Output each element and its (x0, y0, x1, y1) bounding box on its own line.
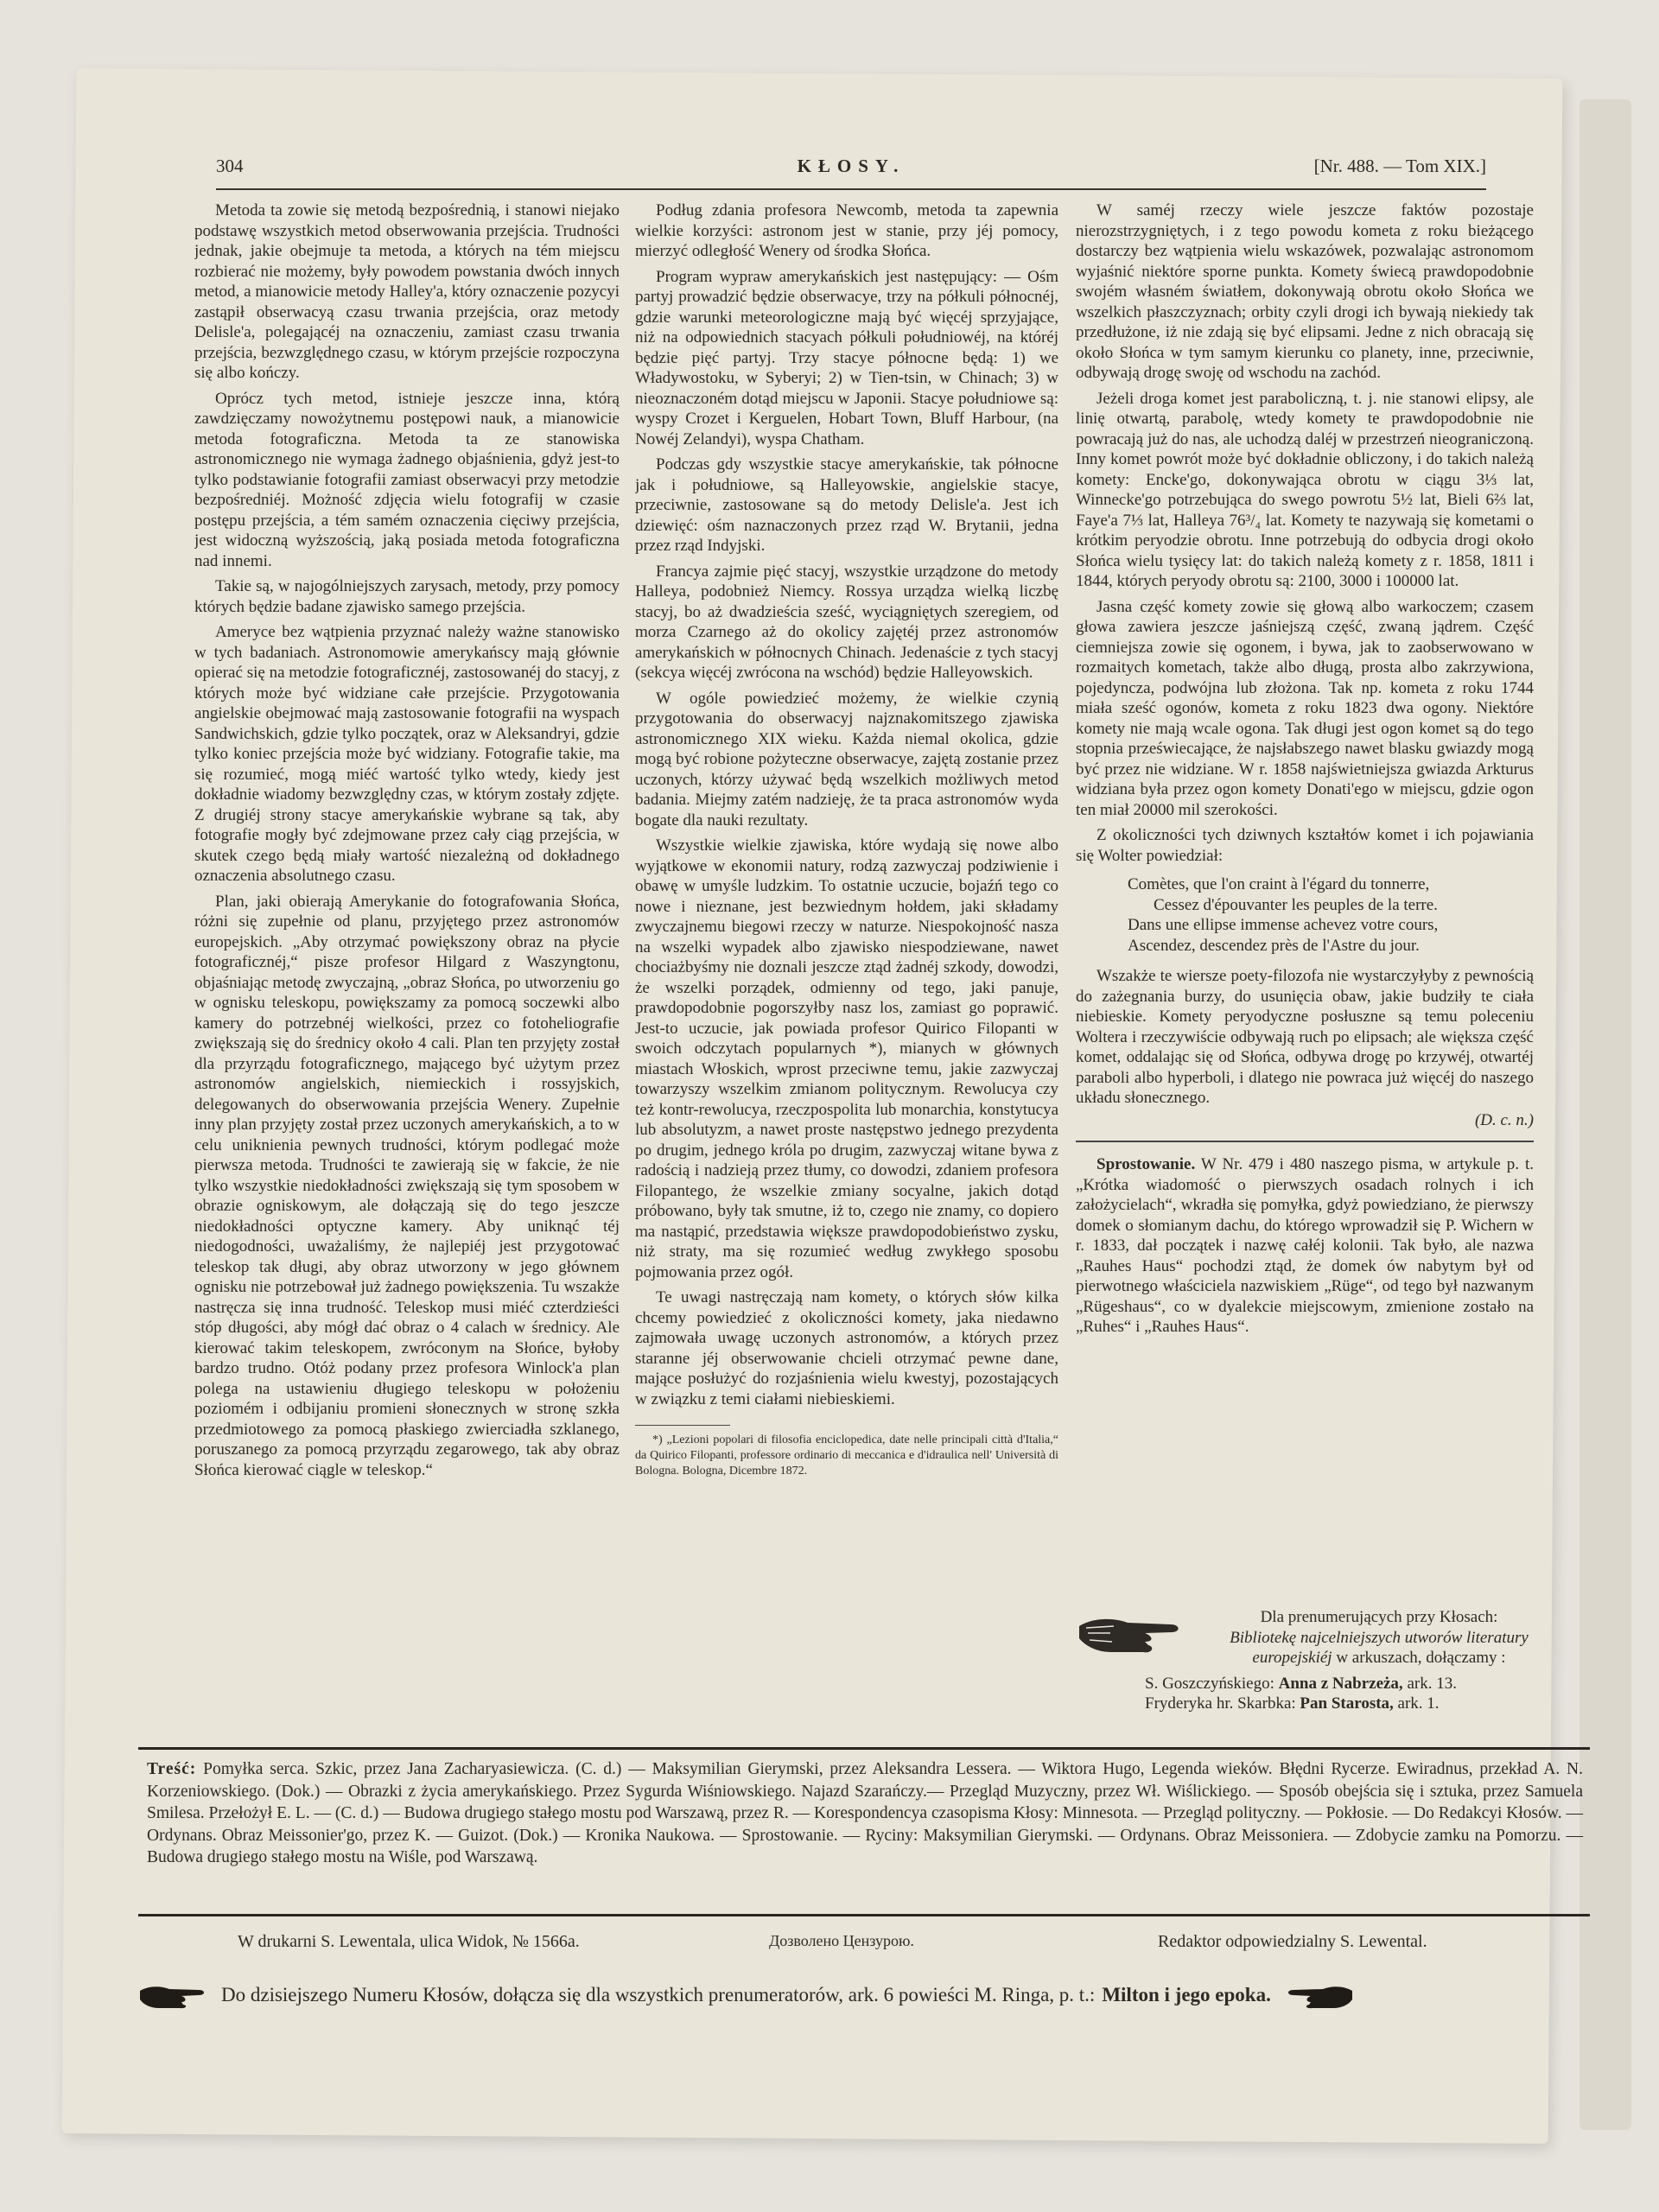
pointing-hand-icon (1076, 1607, 1205, 1657)
poem-line: Dans une ellipse immense achevez votre cours, (1128, 916, 1439, 934)
notice-text: Do dzisiejszego Numeru Kłosów, dołącza się dla wszystkich prenumeratorów, ark. 6 powieści M. Ringa, p. t.: (221, 1984, 1096, 2005)
correction-text: W Nr. 479 i 480 naszego pisma, w artykule p. t. „Krótka wiadomość o pierwszych osadach rolnych i ich założycielach“, wkradła się pomyłka, gdyż powiedziano, że pierwszy domek o słomianym dachu, do którego wprowadził się P. Wichern w r. 1833, dał początek i nazwę całéj kolonii. Tak było, ale nazwa „Rauhes Haus“ pochodzi ztąd, że domek ów nabytym był od pierwotnego właściciela nazwiskiem „Rüge“, od tego był nazwanym „Rügeshaus“, co w dyalekcie miejscowym, zmienione zostało na „Ruhes“ i „Rauhes Haus“. (1076, 1155, 1534, 1336)
notice-line: w arkuszach, dołączamy : (1336, 1649, 1506, 1667)
paragraph: Oprócz tych metod, istnieje jeszcze inna, którą zawdzięczamy nowożytnemu postępowi nauk, a mianowicie metoda fotograficzna. Metoda ta ze stanowiska astronomicznego nie wymaga żadnego objaśnienia, gdyż jest-to tylko podstawianie fotografii zamiast obserwacyi przy metodzie bezpośredniéj. Możność zdjęcia wielu fotografij w czasie postępu przejścia, a tém samém oznaczenia cięciwy przejścia, jest widoczną wyższością, jaką posiada metoda fotograficzna nad innemi. (194, 389, 620, 570)
contents-text: Pomyłka serca. Szkic, przez Jana Zacharyasiewicza. (C. d.) — Maksymilian Gierymski, przez Aleksandra Lessera. — Wiktora Hugo, Legenda wieków. Błędni Rycerze. Ewiradnus, przekład A. N. Korzeniowskiego. (Dok.) — Obrazki z życia amerykańskiego. Przez Sygurda Wiśniowskiego. Najazd Szarańczy.— Przegląd Muzyczny, przez Wł. Wiślickiego. — Sposób obejścia się i sztuka, przez Samuela Smilesa. Przełożył E. L. — (C. d.) — Budowa drugiego stałego mostu pod Warszawą, przez R. — Korespondencya czasopisma Kłosy: Minnesota. — Przegląd polityczny. — Pokłosie. — Do Redakcyi Kłosów. — Ordynans. Obraz Meissonier'go, przez K. — Guizot. (Dok.) — Kronika Naukowa. — Sprostowanie. — Ryciny: Maksymilian Gierymski. — Ordynans. Obraz Meissoniera. — Zdobycie zamku na Pomorzu. — Budowa drugiego stałego mostu na Wiśle, pod Warszawą. (147, 1760, 1583, 1866)
paragraph: Z okoliczności tych dziwnych kształtów komet i ich pojawiania się Wolter powiedział: (1076, 826, 1534, 865)
column-1 (194, 200, 620, 1730)
notice-text (1216, 1607, 1542, 1669)
correction (1076, 1154, 1534, 1338)
paragraph: Ameryce bez wątpienia przyznać należy ważne stanowisko w tych badaniach. Astronomowie amerykańscy mają głównie opierać się na metodzie fotograficznéj, zastosowanéj do stacyj, z których może być widziane całe przejście. Przygotowania angielskie obejmować mają zastosowanie fotografii na wyspach Sandwichskich, gdzie tylko początek, oraz w Aleksandryi, gdzie tylko koniec przejścia może być widziany. Fotografie takie, ma się rozumieć, mogą miéć wartość tylko wtedy, kiedy jest dokładnie wiadomy bezwzględny czas, w którym zostały zdjęte. Z drugiéj strony stacye amerykańskie wybrane są tak, aby fotografie mogły być zdejmowane przez cały ciąg przejścia, w skutek czego będą miały wartość niezależną od dokładnego oznaczenia absolutnego czasu. (194, 623, 620, 885)
paragraph: Podług zdania profesora Newcomb, metoda ta zapewnia wielkie korzyści: astronom jest w stanie, przy jéj pomocy, mierzyć odległość Wenery od środka Słońca. (635, 201, 1058, 260)
paragraph: Metoda ta zowie się metodą bezpośrednią, i stanowi niejako podstawę wszystkich metod obserwowania przejścia. Trudności jednak, jakie obejmuje ta metoda, a których na tém miejscu rozbierać nie możemy, były powodem powstania dwóch innych metod, a mianowicie metody Halley'a, który oznaczenie pozycyi zastąpił obserwacyą czasu trwania przejścia, oraz metody Delisle'a, polegającéj na oznaczeniu, zamiast czasu trwania przejścia, bezwzględnego czasu, w którym przejście rozpoczyna się albo kończy. (194, 201, 620, 382)
novel-title: Milton i jego epoka. (1102, 1984, 1271, 2005)
notice-line: Dla prenumerujących przy Kłosach: (1260, 1608, 1498, 1626)
censor-line: Дозволено Цензурою. (769, 1932, 914, 1949)
journal-title: KŁOSY. (797, 156, 906, 176)
list-item: Fryderyka hr. Skarbka: Pan Starosta, ark. 1. (1145, 1694, 1440, 1713)
paragraph: W ogóle powiedzieć możemy, że wielkie czynią przygotowania do obserwacyj najznakomitszego zjawiska astronomicznego XIX wieku. Każda niemal okolica, gdzie mogą być robione pożyteczne obserwacye, zajętą zostanie przez uczonych, którzy używać będą wszelkich możliwych metod badania. Miejmy zatém nadzieję, że ta praca astronomów wyda bogate dla nauki rezultaty. (635, 689, 1058, 830)
column-2 (635, 200, 1058, 1730)
paragraph: Jasna część komety zowie się głową albo warkoczem; czasem głowa zawiera jeszcze jaśniejszą część, zwaną jądrem. Część ciemniejsza zowie się ogonem, i bywa, jak to zaobserwowano w rozmaitych kometach, także albo długą, prosta albo zakrzywiona, pojedyncza, podwójna lub złożona. Tak np. kometa z roku 1744 miała sześć ogonów, kometa z roku 1823 dwa ogony. Niektóre komety nie mają wcale ogona. Tak długi jest ogon komet są do tego stopnia przeświecające, że najsłabszego nawet blasku gwiazdy mogą być przez nie widziane. W r. 1858 najświetniejsza gwiazda Arkturus widziana była przez ogon komety Donati'ego w miejscu, gdzie ogon ten miał 20000 mil szerokości. (1076, 597, 1534, 819)
paragraph: Podczas gdy wszystkie stacye amerykańskie, tak północne jak i południowe, są Halleyowskie, angielskie stacye, przeciwnie, zastosowane są do metody Delisle'a. Jest ich dziewięć: ośm naznaczonych przez rząd W. Brytanii, jedna przez rząd Indyjski. (635, 455, 1058, 555)
header-rule (216, 188, 1486, 190)
paragraph: Jeżeli droga komet jest paraboliczną, t. j. nie stanowi elipsy, ale linię otwartą, parabolę, wtedy komety te prawdopodobnie nie powracają już do nas, ale uchodzą daléj w przestrzeń nieograniczoną. Inny komet powrót może być dokładnie obliczony, i do takich należą komety: Encke'go, dokonywająca obrotu w ciągu 3⅓ lat, Winnecke'go potrzebująca do swego powrotu 5½ lat, Bieli 6⅔ lat, Faye'a 7⅓ lat, Halleya 76³/₄ lat. Komety te nazywają się kometami o krótkim peryodzie obrotu. Inne potrzebują do odbycia drogi około Słońca wielu tysięcy lat: do takich należą komety z r. 1858, 1811 i 1844, których peryody obrotu są: 2100, 3000 i 100000 lat. (1076, 389, 1534, 590)
pointing-hand-icon (138, 1980, 214, 2010)
paragraph: Program wypraw amerykańskich jest następujący: — Ośm partyj prowadzić będzie obserwacye, trzy na półkuli północnéj, gdzie warunki meteorologiczne mają być więcéj sprzyjające, niż na odpowiednich stacyach półkuli południowéj, na któréj będzie pięć partyj. Trzy stacye północne będą: 1) we Władywostoku, w Syberyi; 2) w Tien-tsin, w Chinach; 3) w nieoznaczoném dotąd miejscu w Japonii. Stacye południowe są: wyspy Crozet i Kerguelen, Hobart Town, Bluff Harbour, (na Nowéj Zelandyi), wyspa Chatham. (635, 267, 1058, 448)
footnote: *) „Lezioni popolari di filosofia enciclopedica, date nelle principali città d'Italia,“ da Quirico Filopanti, professore ordinario di meccanica e d'idraulica nell' Università di Bologna. Bologna, Dicembre 1872. (635, 1433, 1058, 1478)
column-3 (1076, 200, 1534, 1596)
poem-line: Cessez d'épouvanter les peuples de la terre. (1154, 895, 1438, 914)
contents-label: Treść: (147, 1760, 197, 1778)
library-title: Bibliotekę najcelniejszych utworów literatury europejskiéj (1230, 1628, 1529, 1667)
paragraph: Plan, jaki obierają Amerykanie do fotografowania Słońca, różni się zupełnie od planu, przyjętego przez astronomów europejskich. „Aby otrzymać powiększony obraz na płycie fotograficznéj,“ pisze profesor Hilgard z Waszyngtonu, objaśniając metodę zwyczajną, „obraz Słońca, po utworzeniu go w ognisku teleskopu, powiększamy za pomocą soczewki albo kamery do potrzebnéj wielkości, przez co fotoheliografie zwiększają się do średnicy około 4 cali. Plan ten przyjęty został dla przyrządu fotograficznego, mającego być użytym przez astronomów angielskich, niemieckich i rossyjskich, delegowanych do obserwowania przejścia Wenery. Zupełnie inny plan przyjęty został przez uczonych amerykańskich, a to w celu uniknienia pewnych trudności, którym podlegać może pierwsza metoda. Trudności te zawierają się w fakcie, że nie tylko wszystkie niedokładności zwiększają się tym sposobem w obrazie ogniskowym, ale dołączają się do tego jeszcze niedokładności optyczne kamery. Aby uniknąć téj niedogodności, uważaliśmy, że najlepiéj jest przygotować teleskop tak długi, aby obraz utworzony w jego głównem ognisku nie potrzebował już żadnego powiększenia. Tu wszakże nastręcza się inna trudność. Teleskop musi miéć czterdzieści stóp długości, aby mógł dać obraz o 4 calach w średnicy. Ale kierować takim teleskopem, zwróconym na Słońce, byłoby bardzo trudno. Otóż podany przez profesora Winlock'a plan polega na ustawieniu długiego teleskopu w położeniu poziomém i odbijaniu promieni słonecznych w stronę szkła przedmiotowego za pomocą płaskiego zwierciadła szklanego, poruszanego za pomocą przyrządu zegarowego, tak aby obraz Słońca kierować ciągle w teleskop.“ (194, 892, 620, 1479)
table-of-contents (138, 1747, 1590, 1916)
list-item: S. Goszczyńskiego: Anna z Nabrzeża, ark. 13. (1145, 1674, 1457, 1693)
paragraph: Wszakże te wiersze poety-filozofa nie wystarczyłyby z pewnością do zażegnania burzy, do usunięcia obaw, jakie budziły te ciała niebieskie. Komety peryodyczne posłuszne są temu poleceniu Woltera i rzeczywiście odbywają ruch po elipsach; ale większa część komet, oddalając się od Słońca, odbywa drogę po krzywéj, otwartéj paraboli albo hyperboli, i dlatego nie powraca już więcéj do naszego układu słonecznego. (1076, 967, 1534, 1107)
correction-title: Sprostowanie. (1096, 1155, 1196, 1173)
pointing-hand-icon (1278, 1980, 1354, 2010)
printer-line: W drukarni S. Lewentala, ulica Widok, № 1566a. (238, 1932, 580, 1951)
poem-line: Comètes, que l'on craint à l'égard du tonnerre, (1128, 875, 1430, 893)
issue-number: [Nr. 488. — Tom XIX.] (1313, 156, 1486, 176)
page-header (216, 156, 1486, 190)
continuation-note: (D. c. n.) (1474, 1110, 1534, 1129)
page-number: 304 (216, 156, 244, 176)
subscriber-notice (1076, 1607, 1542, 1714)
paragraph: Te uwagi nastręczają nam komety, o których słów kilka chcemy powiedzieć z okoliczności komety, jaka niedawno zajmowała uwagę uczonych astronomów, a których przez staranne jéj obserwowanie chcieli otrzymać pewne dane, mające posłużyć do rozjaśnienia wielu kwestyj, pozostających w związku z temi ciałami niebieskiemi. (635, 1288, 1058, 1408)
footnote-rule (635, 1425, 730, 1426)
attachment-list (1076, 1674, 1542, 1714)
editor-line: Redaktor odpowiedzialny S. Lewental. (1158, 1932, 1427, 1951)
paragraph: Takie są, w najogólniejszych zarysach, metody, przy pomocy których będzie badane zjawisko samego przejścia. (194, 577, 620, 616)
paragraph: Francya zajmie pięć stacyj, wszystkie urządzone do metody Halleya, podobnież Niemcy. Rossya urządza wielką liczbę stacyj, bo aż dwadzieścia sześć, wyciągniętych szeregiem, od morza Czarnego aż do okolicy zajętéj przez astronomów amerykańskich w północnych Chinach. Jedenaście z tych stacyj (sekcya więcéj zwrócona na wschód) będzie Halleyowskich. (635, 562, 1058, 682)
supplement-notice (138, 1974, 1590, 2016)
poem-line: Ascendez, descendez près de l'Astre du jour. (1128, 936, 1420, 955)
paragraph: W saméj rzeczy wiele jeszcze faktów pozostaje nierozstrzygniętych, i z tego powodu kometa z roku bieżącego dostarczy bez wątpienia wielu wskazówek, pozwalając astronomom wyjaśnić niektóre sporne punkta. Komety świecą prawdopodobnie swojém własném światłem, dokonywają obrotu około Słońca we wszelkich płaszczyznach; orbity czyli drogi ich bywają niekiedy tak przedłużone, iż nie zdają się być elipsami. Jedne z nich obracają się około Słońca w tym samym kierunku co planety, inne, przeciwnie, odbywają drogę swoję od wschodu na zachód. (1076, 201, 1534, 382)
poem (1076, 874, 1534, 956)
paragraph: Wszystkie wielkie zjawiska, które wydają się nowe albo wyjątkowe w ekonomii natury, rodzą zazwyczaj podziwienie i obawę w umyśle ludzkim. To ostatnie uczucie, bojaźń tego co nowe i nieznane, jest bezwiednym hołdem, jaki składamy zwyczajnemu biegowi rzeczy w naturze. Niespokojność nasza na wszelki wypadek albo zjawisko niespodziewane, nawet chociażbyśmy nie doznali jeszcze ztąd żadnéj szkody, dowodzi, że wszelki porządek, odmienny od tego, jaki panuje, prawdopodobnie pogorszyłby nasz los, zamiast go poprawić. Jest-to uczucie, jak powiada profesor Quirico Filopanti w swoich odczytach popularnych *), mianych w głównych miastach Włoskich, wprost przeciwne temu, jakie zazwyczaj towarzyszy wszelkim zmianom politycznym. Rewolucya czy też kontr-rewolucya, rzeczpospolita lub monarchia, konstytucya lub absolutyzm, a nawet proste następstwo jednego prezydenta po drugim, jednego króla po drugim, zazwyczaj witane bywa z radością i nadzieją przez tłumy, co dowodzi, zdaniem profesora Filopantego, że wszelkie zmiany socyalne, jakich dotąd próbowano, były tak smutne, iż to, czego nie znamy, co dopiero ma nastąpić, przedstawia większe prawdopodobieństwo zysku, niż straty, ma się rozumieć według zwykłego sposobu pojmowania przez ogół. (635, 836, 1058, 1281)
section-divider (1076, 1141, 1534, 1142)
